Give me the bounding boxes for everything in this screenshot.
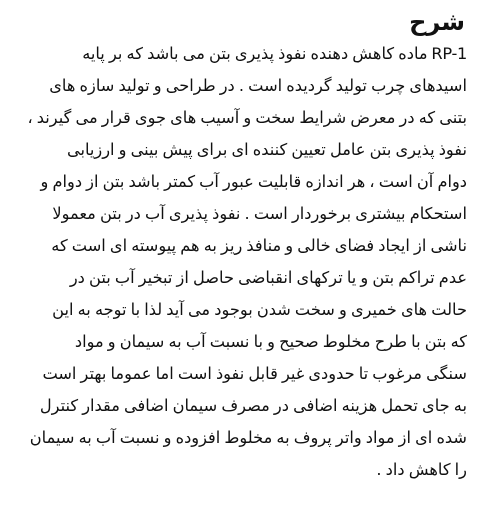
text-line: استحکام بیشتری برخوردار است . نفوذ پذیری آب در بتن معمولا <box>52 204 467 223</box>
text-line: دوام آن است ، هر اندازه قابلیت عبور آب کمتر باشد بتن از دوام و <box>40 172 467 191</box>
text-line: بتنی که در معرض شرایط سخت و آسیب های جوی قرار می گیرند ، <box>27 108 467 127</box>
text-line: عدم تراکم بتن و یا ترکهای انقباضی حاصل از تبخیر آب بتن در <box>69 268 467 287</box>
text-line: که بتن با طرح مخلوط صحیح و با نسبت آب به سیمان و مواد <box>74 332 467 351</box>
text-line: اسیدهای چرب تولید گردیده است . در طراحی و تولید سازه های <box>49 76 467 95</box>
text-line: را کاهش داد . <box>376 460 467 479</box>
description-paragraph <box>10 38 467 486</box>
text-line: به جای تحمل هزینه اضافی در مصرف سیمان اضافی مقدار کنترل <box>39 396 467 415</box>
text-line: RP-1 ماده کاهش دهنده نفوذ پذیری بتن می باشد که بر پایه <box>82 44 467 63</box>
text-line: نفوذ پذیری بتن عامل تعیین کننده ای برای پیش بینی و ارزیابی <box>66 140 467 159</box>
text-line: حالت های خمیری و سخت شدن بوجود می آید لذا با توجه به این <box>52 300 467 319</box>
text-line: ناشی از ایجاد فضای خالی و منافذ ریز به هم پیوسته ای است که <box>51 236 467 255</box>
section-title: شرح <box>409 8 465 36</box>
text-line: سنگی مرغوب تا حدودی غیر قابل نفوذ است اما عموما بهتر است <box>42 364 467 383</box>
text-line: شده ای از مواد واتر پروف به مخلوط افزوده و نسبت آب به سیمان <box>29 428 467 447</box>
